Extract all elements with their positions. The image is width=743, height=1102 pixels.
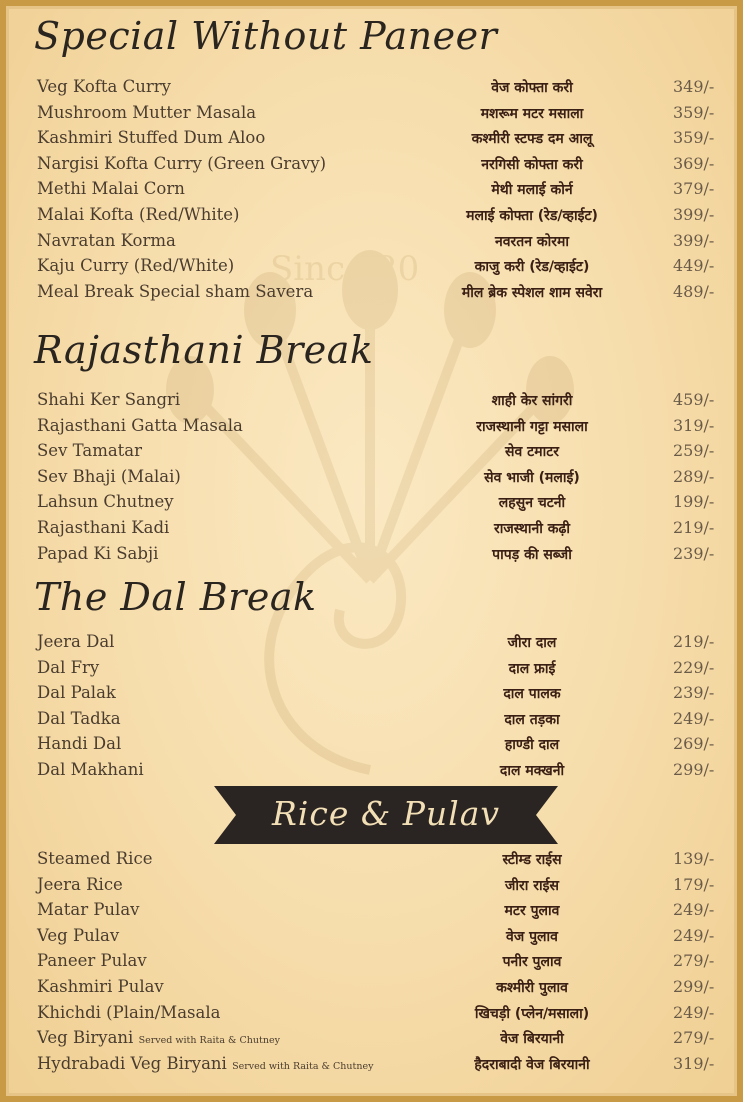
item-price: 369/- [673,153,715,173]
item-name-hindi: मील ब्रेक स्पेशल शाम सवेरा [461,284,603,301]
item-note: Served with Raita & Chutney [232,1060,374,1072]
item-price: 449/- [673,256,715,276]
item-name-text: Jeera Dal [37,632,115,651]
item-price: 269/- [673,734,715,754]
item-name-english [37,518,169,537]
item-name-text: Steamed Rice [37,849,153,868]
item-name-hindi: मटर पुलाव [504,903,560,920]
item-name-english [37,734,121,753]
section-title-special: Special Without Paneer [34,14,498,58]
item-name-text: Meal Break Special sham Savera [37,281,314,301]
menu-item [0,177,743,203]
item-name-text: Nargisi Kofta Curry (Green Gravy) [37,153,327,173]
item-name-hindi: सेव टमाटर [505,444,559,461]
item-name-text: Kaju Curry (Red/White) [37,256,235,276]
section-title-dal: The Dal Break [34,575,317,619]
menu-item [0,280,743,306]
menu-item [0,1052,743,1078]
item-name-english [37,926,119,945]
menu-item [0,1001,743,1027]
item-name-hindi: कश्मीरी स्टफ्ड दम आलू [471,131,593,148]
item-name-hindi: दाल फ्राई [508,660,556,677]
item-name-text: Mushroom Mutter Masala [37,102,257,122]
item-name-hindi: राजस्थानी कढ़ी [493,520,571,537]
item-name-text: Dal Fry [37,657,100,677]
item-name-english [37,1054,373,1073]
menu-item [0,873,743,899]
item-price: 249/- [673,708,715,728]
menu-item [0,847,743,873]
item-name-text: Navratan Korma [37,230,176,250]
item-name-text: Dal Palak [37,683,116,703]
item-name-english [37,282,313,301]
menu-item [0,203,743,229]
item-name-hindi: मेथी मलाई कोर्न [491,182,573,199]
item-name-hindi: सेव भाजी (मलाई) [484,469,580,486]
item-name-text: Dal Makhani [37,759,144,779]
item-name-english [37,900,140,919]
item-name-text: Shahi Ker Sangri [37,390,181,409]
item-name-text: Papad Ki Sabji [37,543,159,563]
item-price: 349/- [673,77,715,96]
item-name-hindi: खिचड़ी (प्लेन/मसाला) [474,1005,590,1022]
item-name-english [37,77,171,96]
menu-item [0,732,743,758]
menu-item [0,975,743,1001]
item-price: 249/- [673,925,715,945]
item-name-text: Dal Tadka [37,708,121,728]
item-name-english [37,1003,220,1022]
item-price: 359/- [673,102,715,122]
item-name-hindi: वेज पुलाव [506,928,558,945]
item-name-text: Hydrabadi Veg Biryani [37,1053,227,1073]
item-price: 139/- [673,849,715,868]
item-name-english [37,849,152,868]
item-name-english [37,1028,280,1047]
item-name-english [37,231,176,250]
menu-item [0,949,743,975]
item-list-special [0,75,743,305]
item-price: 399/- [673,230,715,250]
menu-item [0,126,743,152]
item-name-hindi: जीरा राईस [505,877,559,894]
item-name-english [37,416,243,435]
menu-item [0,490,743,516]
item-name-hindi: स्टीम्ड राईस [502,852,562,868]
item-name-hindi: काजु करी (रेड/व्हाईट) [474,259,590,276]
menu-item [0,101,743,127]
menu-item [0,681,743,707]
item-name-english [37,683,116,702]
item-name-english [37,205,239,224]
item-list-rajasthani [0,388,743,567]
item-price: 239/- [673,683,715,703]
item-price: 259/- [673,441,715,461]
item-name-text: Methi Malai Corn [37,179,185,199]
item-price: 249/- [673,900,715,920]
item-name-english [37,441,142,460]
item-price: 489/- [673,281,715,301]
menu-item [0,465,743,491]
item-price: 249/- [673,1002,715,1022]
item-name-text: Veg Kofta Curry [37,77,171,96]
item-name-english [37,544,158,563]
item-name-text: Kashmiri Pulav [37,976,164,996]
menu-item [0,254,743,280]
item-name-text: Paneer Pulav [37,951,147,971]
item-name-hindi: हैदराबादी वेज बिरयानी [474,1056,590,1073]
item-name-hindi: वेज कोफ्ता करी [491,80,573,96]
item-name-english [37,951,147,970]
section-title-rajasthani: Rajasthani Break [34,328,374,372]
item-price: 219/- [673,632,715,651]
item-price: 179/- [673,874,715,894]
item-name-text: Veg Pulav [37,925,120,945]
item-name-text: Handi Dal [37,734,122,754]
item-name-hindi: मलाई कोफ्ता (रेड/व्हाईट) [466,207,598,224]
section-title-rice: Rice & Pulav [271,794,501,833]
item-name-english [37,492,174,511]
item-note: Served with Raita & Chutney [138,1035,280,1047]
menu-item [0,152,743,178]
watermark-text: Since 20 [270,250,420,289]
item-name-hindi: हाण्डी दाल [504,737,560,754]
menu-item [0,414,743,440]
item-list-dal [0,630,743,784]
item-name-english [37,658,99,677]
menu-item [0,924,743,950]
item-name-text: Sev Tamatar [37,441,143,461]
item-name-hindi: दाल तड़का [504,711,560,728]
item-name-english [37,977,164,996]
item-name-hindi: नवरतन कोरमा [494,233,570,250]
item-price: 399/- [673,204,715,224]
menu-item [0,758,743,784]
item-name-text: Malai Kofta (Red/White) [37,204,240,224]
item-name-text: Veg Biryani [37,1028,134,1048]
item-name-hindi: शाही केर सांगरी [491,393,573,409]
menu-item [0,1026,743,1052]
item-name-english [37,179,185,198]
item-name-hindi: दाल मक्खनी [499,762,565,779]
item-name-hindi: पनीर पुलाव [502,954,562,971]
item-name-hindi: मशरूम मटर मसाला [480,105,584,122]
item-name-english [37,632,114,651]
item-name-text: Kashmiri Stuffed Dum Aloo [37,128,266,148]
item-price: 379/- [673,179,715,199]
menu-item [0,542,743,568]
menu-item [0,630,743,656]
item-name-hindi: वेज बिरयानी [500,1031,564,1048]
item-name-hindi: कश्मीरी पुलाव [496,979,568,996]
item-name-english [37,103,256,122]
item-price: 359/- [673,128,715,148]
item-name-hindi: जीरा दाल [507,635,557,651]
item-name-english [37,760,144,779]
item-price: 219/- [673,517,715,537]
rice-pulav-banner [214,786,558,844]
item-price: 279/- [673,1028,715,1048]
item-name-english [37,256,234,275]
item-price: 299/- [673,976,715,996]
item-price: 289/- [673,466,715,486]
item-name-hindi: दाल पालक [503,686,561,703]
item-price: 229/- [673,657,715,677]
item-name-hindi: राजस्थानी गट्टा मसाला [476,418,588,435]
menu-item [0,707,743,733]
menu-item [0,898,743,924]
item-name-text: Khichdi (Plain/Masala [37,1002,221,1022]
item-price: 459/- [673,390,715,409]
item-price: 239/- [673,543,715,563]
item-price: 199/- [673,492,715,512]
item-price: 299/- [673,759,715,779]
item-name-text: Matar Pulav [37,900,140,920]
menu-item [0,439,743,465]
item-price: 279/- [673,951,715,971]
item-name-text: Rajasthani Kadi [37,517,170,537]
item-name-hindi: पापड़ की सब्जी [492,546,572,563]
menu-item [0,656,743,682]
item-name-text: Rajasthani Gatta Masala [37,415,243,435]
item-name-text: Lahsun Chutney [37,492,174,512]
item-name-english [37,154,326,173]
menu-item [0,75,743,101]
menu-item [0,516,743,542]
menu-item [0,388,743,414]
item-name-hindi: लहसुन चटनी [498,495,566,512]
item-name-english [37,467,181,486]
item-name-english [37,390,180,409]
item-price: 319/- [673,415,715,435]
item-name-english [37,709,121,728]
item-name-text: Jeera Rice [37,874,123,894]
menu-item [0,229,743,255]
item-list-rice [0,847,743,1077]
item-name-text: Sev Bhaji (Malai) [37,466,181,486]
item-name-english [37,128,265,147]
item-name-hindi: नरगिसी कोफ्ता करी [481,156,583,173]
item-price: 319/- [673,1053,715,1073]
item-name-english [37,875,123,894]
